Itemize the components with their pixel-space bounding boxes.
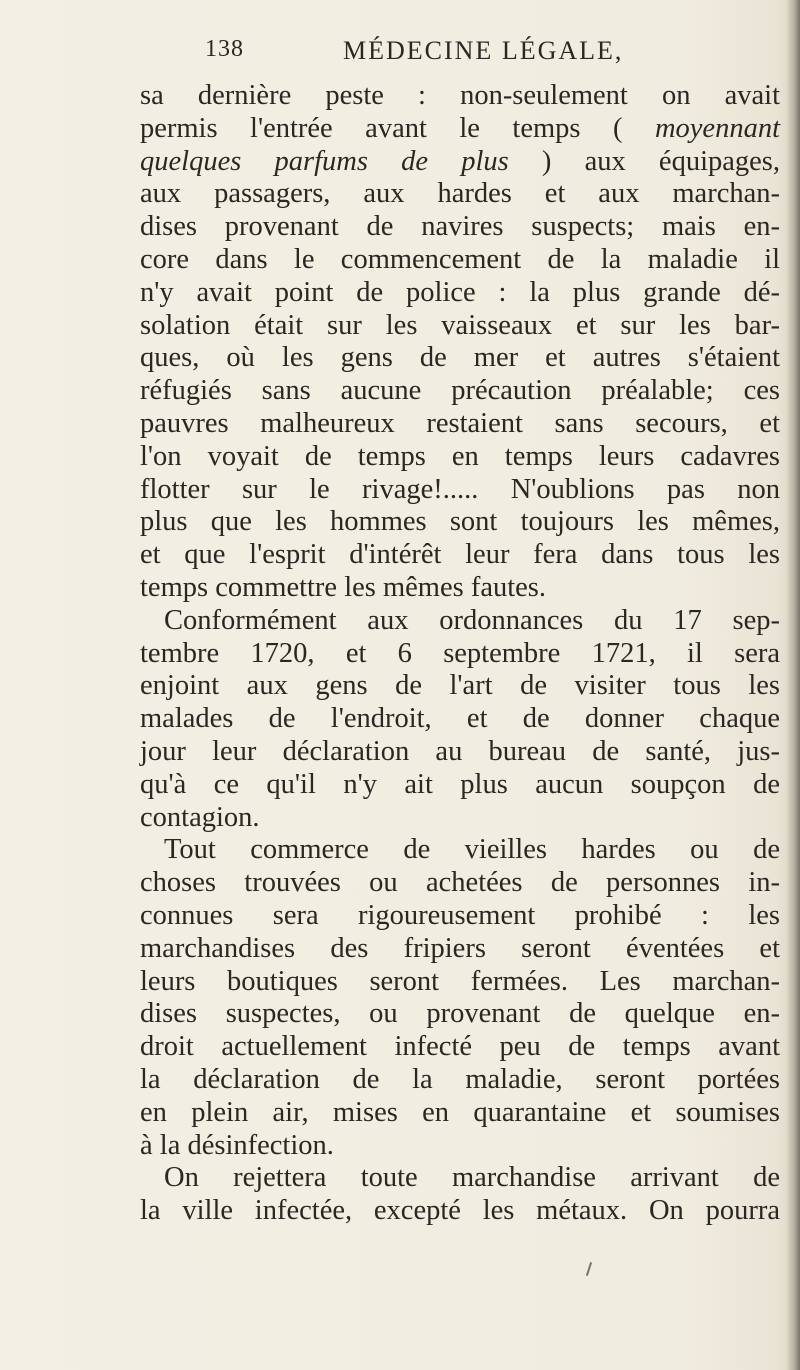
text-line: qu'à ce qu'il n'y ait plus aucun soupçon de xyxy=(140,768,780,800)
text-line: solation était sur les vaisseaux et sur les bar- xyxy=(140,309,780,341)
text-line: marchandises des fripiers seront éventées et xyxy=(140,932,780,964)
text-line: la ville infectée, excepté les métaux. On pourra xyxy=(140,1195,780,1227)
text-line xyxy=(140,146,780,179)
text-line: dises provenant de navires suspects; mais en- xyxy=(140,211,780,243)
text-line xyxy=(140,113,780,146)
text-line: temps commettre les mêmes fautes. xyxy=(140,571,546,603)
text-line: plus que les hommes sont toujours les mêmes, xyxy=(140,506,780,538)
text-line: connues sera rigoureusement prohibé : les xyxy=(140,899,780,931)
text-line: aux passagers, aux hardes et aux marchan- xyxy=(140,178,780,210)
text-line: dises suspectes, ou provenant de quelque en- xyxy=(140,998,780,1030)
text-line: à la désinfection. xyxy=(140,1129,334,1161)
page-number: 138 xyxy=(205,36,244,62)
text-line: réfugiés sans aucune précaution préalable; ces xyxy=(140,375,780,407)
text-line: enjoint aux gens de l'art de visiter tous les xyxy=(140,670,780,702)
text-line: jour leur déclaration au bureau de santé, jus- xyxy=(140,735,780,767)
italic-segment: quelques parfums de plus xyxy=(140,145,509,177)
text-line: ques, où les gens de mer et autres s'étaient xyxy=(140,342,780,374)
text-line: flotter sur le rivage!..... N'oublions pas non xyxy=(140,473,780,505)
text-line: leurs boutiques seront fermées. Les marchan- xyxy=(140,965,780,997)
text-line: n'y avait point de police : la plus grande dé- xyxy=(140,276,780,308)
text-line: On rejettera toute marchandise arrivant de xyxy=(164,1162,780,1194)
italic-segment: moyennant xyxy=(654,112,780,144)
text-line: Tout commerce de vieilles hardes ou de xyxy=(164,834,780,866)
text-line: sa dernière peste : non-seulement on avait xyxy=(140,80,780,111)
running-header xyxy=(205,36,675,76)
text-line: pauvres malheureux restaient sans secours, et xyxy=(140,407,780,439)
text-line: contagion. xyxy=(140,801,260,833)
text-segment: permis l'entrée avant le temps ( xyxy=(140,112,655,144)
text-line: la déclaration de la maladie, seront portées xyxy=(140,1063,780,1095)
text-line: en plein air, mises en quarantaine et soumises xyxy=(140,1096,780,1128)
text-line: malades de l'endroit, et de donner chaque xyxy=(140,703,780,735)
text-segment: ) aux équipages, xyxy=(508,145,780,177)
text-line: et que l'esprit d'intérêt leur fera dans tous les xyxy=(140,539,780,571)
text-line: l'on voyait de temps en temps leurs cadavres xyxy=(140,440,780,472)
text-line: Conformément aux ordonnances du 17 sep- xyxy=(164,604,780,636)
text-line: choses trouvées ou achetées de personnes in- xyxy=(140,867,780,899)
running-title: MÉDECINE LÉGALE, xyxy=(343,36,624,65)
text-line: tembre 1720, et 6 septembre 1721, il sera xyxy=(140,637,780,669)
page-edge-shadow xyxy=(786,0,800,1370)
text-line: core dans le commencement de la maladie il xyxy=(140,243,780,275)
text-line: droit actuellement infecté peu de temps avant xyxy=(140,1031,780,1063)
body-text xyxy=(140,80,780,1228)
